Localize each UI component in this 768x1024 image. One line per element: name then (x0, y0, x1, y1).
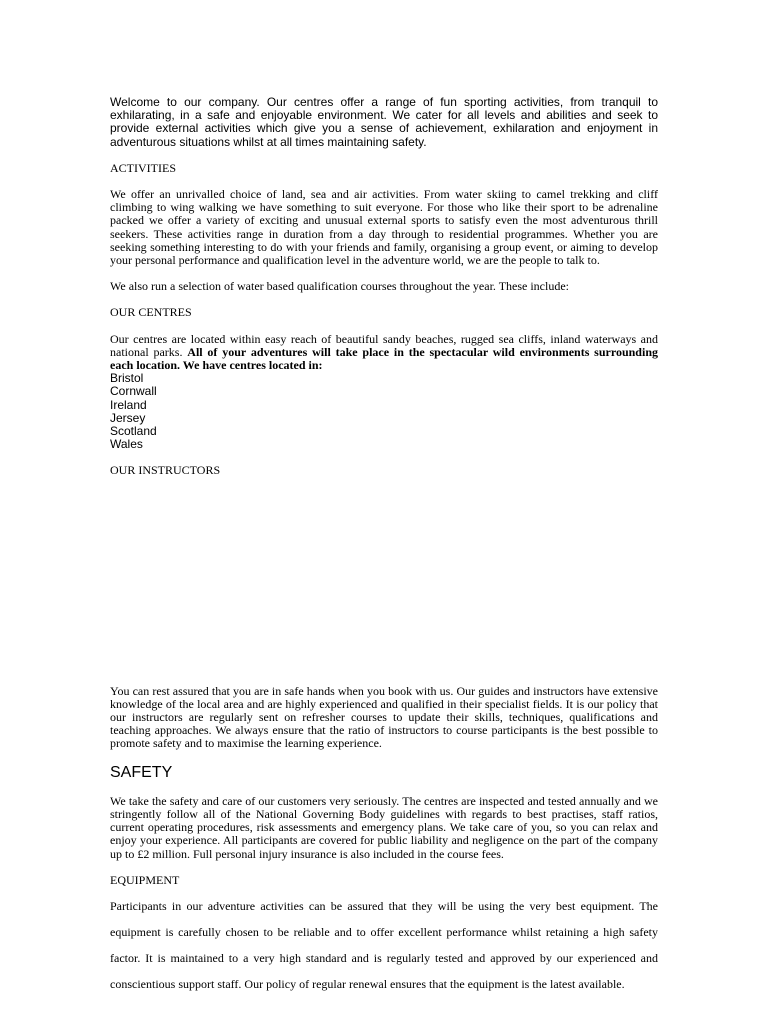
list-item: Cornwall (110, 384, 157, 399)
list-item: Wales (110, 437, 143, 452)
centres-heading: OUR CENTRES (110, 305, 192, 320)
safety-heading: SAFETY (110, 763, 173, 781)
list-item: Scotland (110, 424, 157, 439)
intro-paragraph: Welcome to our company. Our centres offer a range of fun sporting activities, from tranquil to exhilarating, in a safe and enjoyable environment. We cater for all levels and abilities and seek to provide external activities which give you a sense of achievement, exhilaration and enjoyment in adventurous situations whilst at all times maintaining safety. (110, 95, 658, 149)
list-item: Jersey (110, 410, 146, 425)
activities-heading: ACTIVITIES (110, 160, 176, 175)
equipment-paragraph: Participants in our adventure activities can be assured that they will be using the very best equipment. The equipment is carefully chosen to be reliable and to offer excellent performance whilst retaining a high safety factor. It is maintained to a very high standard and is regularly tested and approved by our experienced and conscientious support staff. Our policy of regular renewal ensures that the equipment is the latest available. (110, 898, 658, 991)
document-page (110, 96, 658, 997)
activities-paragraph: We offer an unrivalled choice of land, sea and air activities. From water skiing to camel trekking and cliff climbing to wing walking we have something to suit everyone. For those who like their sport to be adrenaline packed we offer a variety of exciting and unusual external sports to satisfy even the most adventurous thrill seekers. These activities range in duration from a day through to residential programmes. Whether you are seeking something interesting to do with your friends and family, organising a group event, or aiming to develop your personal performance and qualification level in the adventure world, we are the people to talk to. (110, 187, 658, 268)
instructors-heading: OUR INSTRUCTORS (110, 463, 221, 478)
instructors-paragraph: You can rest assured that you are in safe hands when you book with us. Our guides and instructors have extensive knowledge of the local area and are highly experienced and qualified in their specialist fields. It is our policy that our instructors are regularly sent on refresher courses to update their skills, techniques, qualifications and teaching approaches. We always ensure that the ratio of instructors to course participants is the best possible to promote safety and to maximise the learning experience. (110, 683, 658, 751)
centres-text: Our centres are located within easy reach of beautiful sandy beaches, rugged sea cliffs, inland waterways and national parks. (110, 331, 658, 359)
courses-paragraph: We also run a selection of water based qualification courses throughout the year. These include: (110, 279, 569, 294)
blank-space (110, 478, 658, 685)
centre-locations-list (110, 372, 658, 451)
list-item: Ireland (110, 397, 147, 412)
equipment-heading: EQUIPMENT (110, 872, 180, 887)
list-item: Bristol (110, 371, 144, 386)
safety-paragraph: We take the safety and care of our customers very seriously. The centres are inspected and tested annually and we stringently follow all of the National Governing Body guidelines with regards to best practises, staff ratios, current operating procedures, risk assessments and emergency plans. We take care of you, so you can relax and enjoy your experience. All participants are covered for public liability and negligence on the part of the company up to £2 million. Full personal injury insurance is also included in the course fees. (110, 793, 658, 861)
centres-bold-text: All of your adventures will take place in the spectacular wild environments surrounding each location. We have centres located in: (110, 344, 658, 373)
centres-paragraph (110, 333, 658, 373)
